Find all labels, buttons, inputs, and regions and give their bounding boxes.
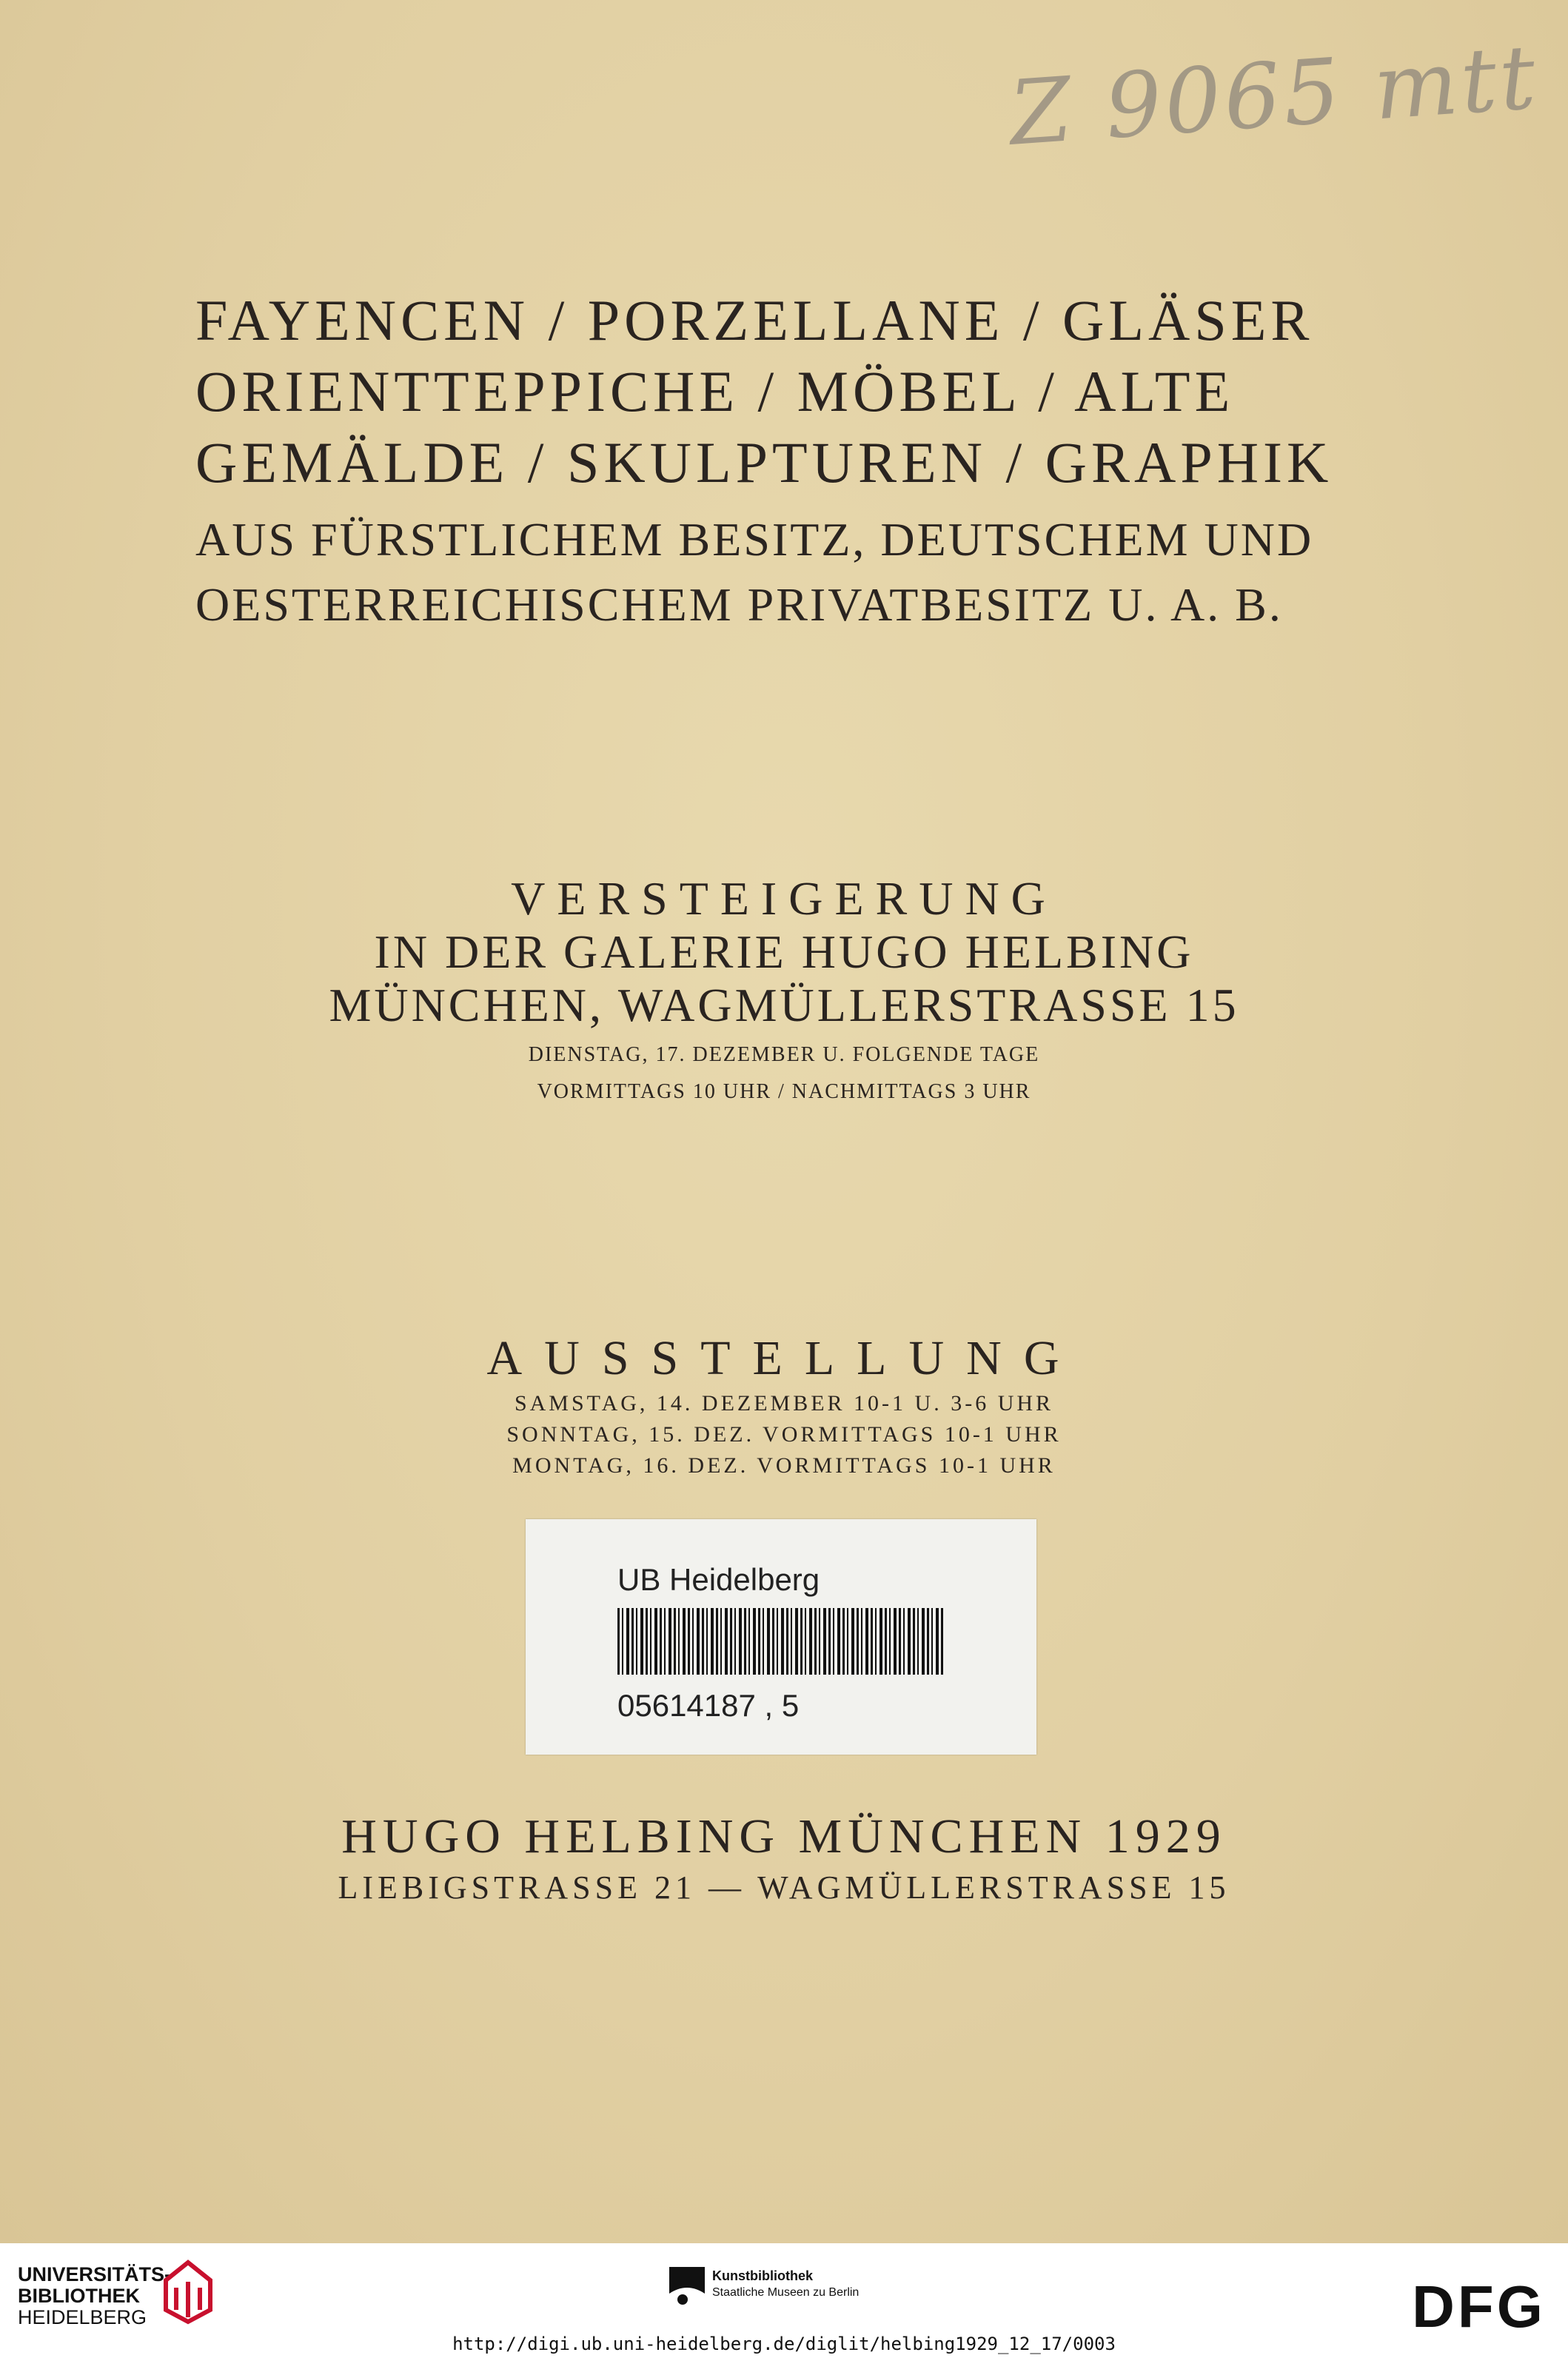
- auction-times: VORMITTAGS 10 UHR / NACHMITTAGS 3 UHR: [537, 1080, 1031, 1103]
- publisher-info: [0, 1808, 1568, 1910]
- exhibition-line-3: MONTAG, 16. DEZ. VORMITTAGS 10-1 UHR: [512, 1453, 1056, 1478]
- kunstbibliothek-subtitle: Staatliche Museen zu Berlin: [712, 2286, 860, 2299]
- catalog-heading: [195, 285, 1333, 637]
- auction-title: VERSTEIGERUNG: [511, 872, 1057, 925]
- heading-sub-line-1: AUS FÜRSTLICHEM BESITZ, DEUTSCHEM UND: [195, 513, 1314, 566]
- exhibition-info: [0, 1329, 1568, 1481]
- heading-sub-line-2: OESTERREICHISCHEM PRIVATBESITZ U. A. B.: [195, 578, 1283, 631]
- heading-line-1: FAYENCEN / PORZELLANE / GLÄSER: [195, 288, 1314, 352]
- exhibition-line-1: SAMSTAG, 14. DEZEMBER 10-1 U. 3-6 UHR: [514, 1391, 1054, 1416]
- barcode-number: 05614187 , 5: [617, 1688, 800, 1723]
- dfg-logo[interactable]: DFG: [1412, 2274, 1546, 2339]
- barcode-graphic: [617, 1608, 943, 1675]
- kunstbibliothek-emblem-icon: [666, 2264, 708, 2316]
- kunstbibliothek-logo[interactable]: [666, 2264, 860, 2320]
- library-barcode-label: [526, 1519, 1036, 1755]
- heading-line-2: ORIENTTEPPICHE / MÖBEL / ALTE: [195, 359, 1235, 423]
- uni-logo-line-3: HEIDELBERG: [18, 2306, 147, 2328]
- university-library-logo[interactable]: [18, 2264, 171, 2328]
- exhibition-title: AUSSTELLUNG: [486, 1331, 1082, 1385]
- handwritten-shelfmark: Z 9065 mtt: [1005, 26, 1541, 166]
- auction-info: [0, 872, 1568, 1111]
- exhibition-line-2: SONNTAG, 15. DEZ. VORMITTAGS 10-1 UHR: [506, 1422, 1062, 1447]
- heading-line-3: GEMÄLDE / SKULPTUREN / GRAPHIK: [195, 430, 1333, 495]
- publisher-line-1: HUGO HELBING MÜNCHEN 1929: [341, 1809, 1227, 1863]
- library-name: UB Heidelberg: [617, 1562, 820, 1597]
- publisher-line-2: LIEBIGSTRASSE 21 — WAGMÜLLERSTRASSE 15: [338, 1869, 1230, 1906]
- auction-address: MÜNCHEN, WAGMÜLLERSTRASSE 15: [329, 979, 1239, 1031]
- uni-logo-line-1: UNIVERSITÄTS-: [18, 2263, 172, 2285]
- viewer-footer: [0, 2243, 1568, 2358]
- kunstbibliothek-title: Kunstbibliothek: [712, 2268, 813, 2283]
- uni-logo-line-2: BIBLIOTHEK: [18, 2285, 140, 2307]
- ub-heidelberg-mark-icon: [158, 2258, 218, 2328]
- auction-date: DIENSTAG, 17. DEZEMBER U. FOLGENDE TAGE: [528, 1043, 1040, 1066]
- permalink-url[interactable]: http://digi.ub.uni-heidelberg.de/diglit/helbing1929_12_17/0003: [452, 2334, 1116, 2354]
- auction-gallery: IN DER GALERIE HUGO HELBING: [374, 925, 1194, 978]
